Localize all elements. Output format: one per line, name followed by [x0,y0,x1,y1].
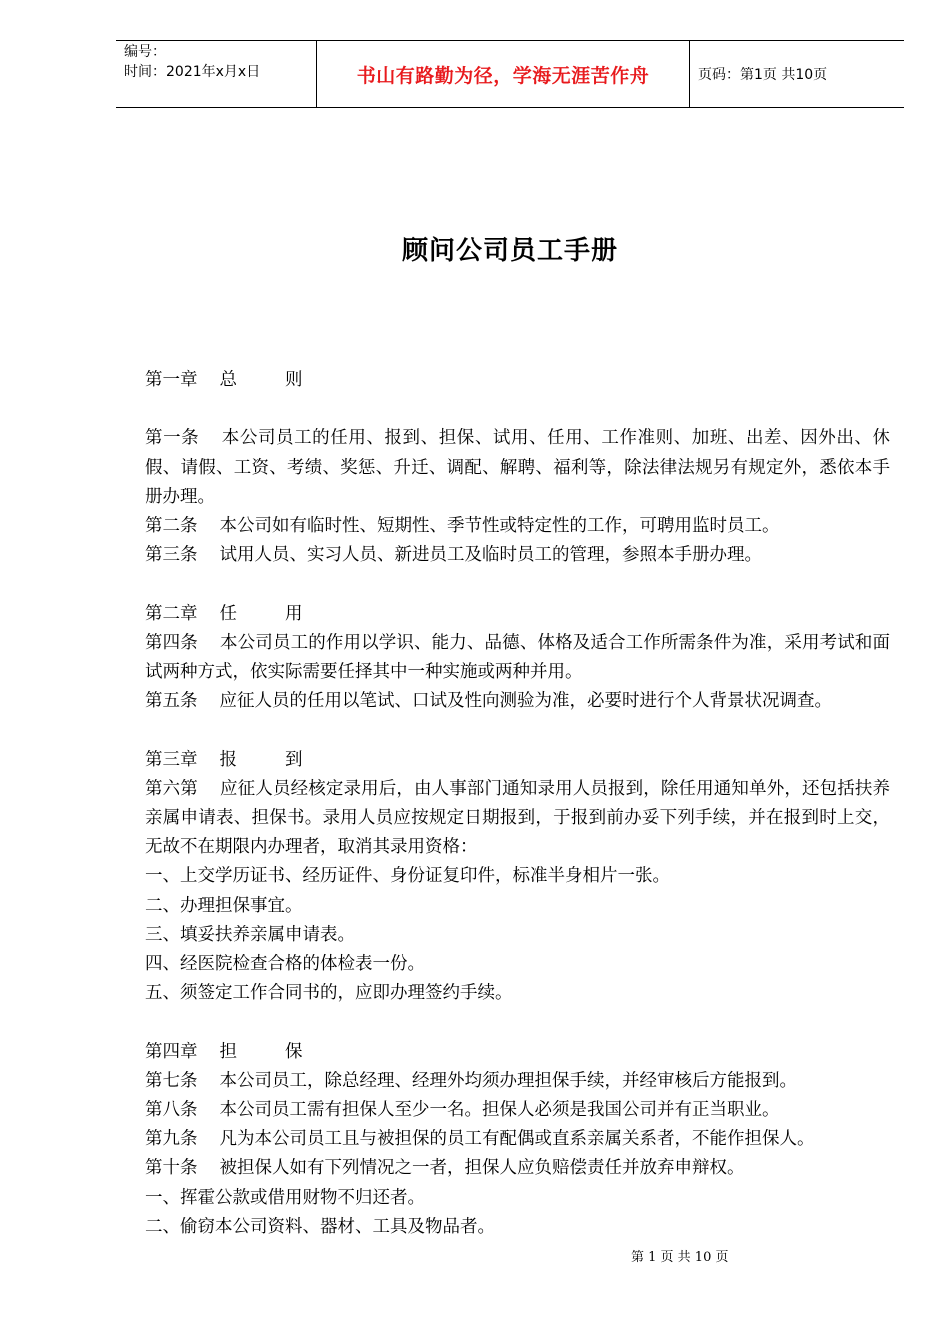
article-paragraph: 第十条 被担保人如有下列情况之一者，担保人应负赔偿责任并放弃申辩权。 [145,1158,745,1179]
article-paragraph: 第七条 本公司员工，除总经理、经理外均须办理担保手续，并经审核后方能报到。 [145,1070,797,1091]
document-header [116,40,904,108]
chapter-heading: 第一章 总 则 [145,370,303,390]
list-item: 一、挥霍公款或借用财物不归还者。 [145,1187,425,1208]
article-paragraph: 第五条 应征人员的任用以笔试、口试及性向测验为准，必要时进行个人背景状况调查。 [145,691,832,712]
header-page-info: 页码：第1页 共10页 [698,67,828,83]
list-item: 五、须签定工作合同书的，应即办理签约手续。 [145,983,513,1004]
article-paragraph: 第三条 试用人员、实习人员、新进员工及临时员工的管理，参照本手册办理。 [145,545,762,566]
list-item: 一、上交学历证书、经历证件、身份证复印件，标准半身相片一张。 [145,866,670,887]
page-title: 顾问公司员工手册 [401,236,618,266]
article-paragraph: 第四条 本公司员工的作用以学识、能力、品德、体格及适合工作所需条件为准，采用考试和面试两种方式，依实际需要任择其中一种实施或两种并用。 [145,632,891,682]
number-label: 编号： [124,44,166,60]
article-paragraph: 第九条 凡为本公司员工且与被担保的员工有配偶或直系亲属关系者，不能作担保人。 [145,1129,815,1150]
document-body [145,366,890,1242]
page-footer: 第 1 页 共 10 页 [631,1250,729,1265]
chapter-heading: 第三章 报 到 [145,749,303,770]
list-item: 二、办理担保事宜。 [145,895,303,916]
chapter-heading: 第四章 担 保 [145,1041,303,1062]
article-paragraph: 第一条 本公司员工的任用、报到、担保、试用、任用、工作准则、加班、出差、因外出、休假、请假、工资、考绩、奖惩、升迁、调配、解聘、福利等，除法律法规另有规定外，悉依本手册办理。 [145,428,891,507]
list-item: 三、填妥扶养亲属申请表。 [145,924,355,945]
list-item: 二、偷窃本公司资料、器材、工具及物品者。 [145,1216,495,1237]
list-item: 四、经医院检查合格的体检表一份。 [145,954,425,975]
article-paragraph: 第八条 本公司员工需有担保人至少一名。担保人必须是我国公司并有正当职业。 [145,1100,780,1121]
header-motto: 书山有路勤为径，学海无涯苦作舟 [316,41,690,107]
article-paragraph: 第六第 应征人员经核定录用后，由人事部门通知录用人员报到，除任用通知单外，还包括扶养亲属申请表、担保书。录用人员应按规定日期报到，于报到前办妥下列手续，并在报到时上交，无故不在期限内办理者，取消其录用资格： [145,778,891,858]
article-paragraph: 第二条 本公司如有临时性、短期性、季节性或特定性的工作，可聘用监时员工。 [145,516,780,536]
time-label: 时间：2021年x月x日 [124,64,261,80]
chapter-heading: 第二章 任 用 [145,603,303,624]
header-meta [116,41,316,107]
